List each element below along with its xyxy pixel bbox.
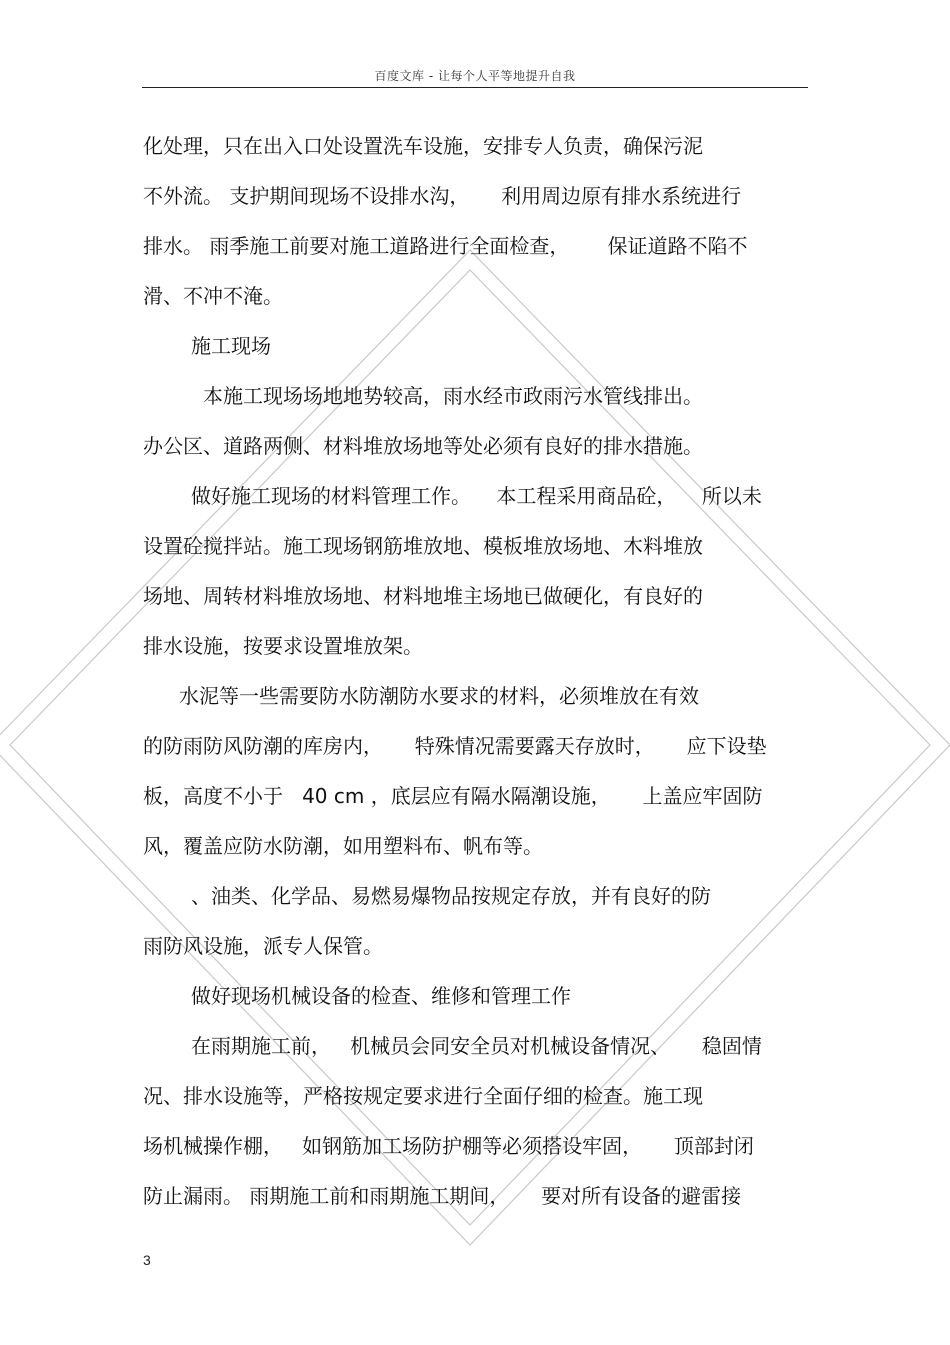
text-line: 化处理，只在出入口处设置洗车设施，安排专人负责，确保污泥 [143,134,703,158]
text-line: 的防雨防风防潮的库房内， 特殊情况需要露天存放时， 应下设垫 [143,734,767,758]
page-header: 百度文库 - 让每个人平等地提升自我 [374,69,576,83]
text-line: 雨防风设施，派专人保管。 [143,934,383,958]
text-line: 场机械操作棚， 如钢筋加工场防护棚等必须搭设牢固， 顶部封闭 [143,1134,754,1158]
text-line: 在雨期施工前， 机械员会同安全员对机械设备情况、 稳固情 [191,1034,762,1058]
text-line: 排水设施，按要求设置堆放架。 [143,634,423,658]
text-line: 板，高度不小于 40 cm ，底层应有隔水隔潮设施， 上盖应牢固防 [143,784,763,808]
text-line: 滑、不冲不淹。 [143,284,283,308]
text-line: 办公区、道路两侧、材料堆放场地等处必须有良好的排水措施。 [143,434,703,458]
text-line: 防止漏雨。 雨期施工前和雨期施工期间， 要对所有设备的避雷接 [143,1184,742,1208]
text-line: 、油类、化学品、易燃易爆物品按规定存放，并有良好的防 [191,884,711,908]
text-line: 排水。 雨季施工前要对施工道路进行全面检查， 保证道路不陷不 [143,234,748,258]
text-line: 不外流。 支护期间现场不设排水沟， 利用周边原有排水系统进行 [143,184,742,208]
header-divider [142,87,808,88]
page-number: 3 [143,1252,151,1268]
text-line: 水泥等一些需要防水防潮防水要求的材料，必须堆放在有效 [179,684,699,708]
text-line: 本施工现场场地地势较高，雨水经市政雨污水管线排出。 [203,384,703,408]
text-line: 设置砼搅拌站。施工现场钢筋堆放地、模板堆放场地、木料堆放 [143,534,703,558]
text-line: 况、排水设施等，严格按规定要求进行全面仔细的检查。施工现 [143,1084,703,1108]
text-line: 场地、周转材料堆放场地、材料地堆主场地已做硬化，有良好的 [143,584,703,608]
section-heading: 做好现场机械设备的检查、维修和管理工作 [191,984,571,1008]
text-line: 做好施工现场的材料管理工作。 本工程采用商品砼， 所以未 [191,484,762,508]
text-line: 风，覆盖应防水防潮，如用塑料布、帆布等。 [143,834,543,858]
section-heading: 施工现场 [191,334,271,358]
